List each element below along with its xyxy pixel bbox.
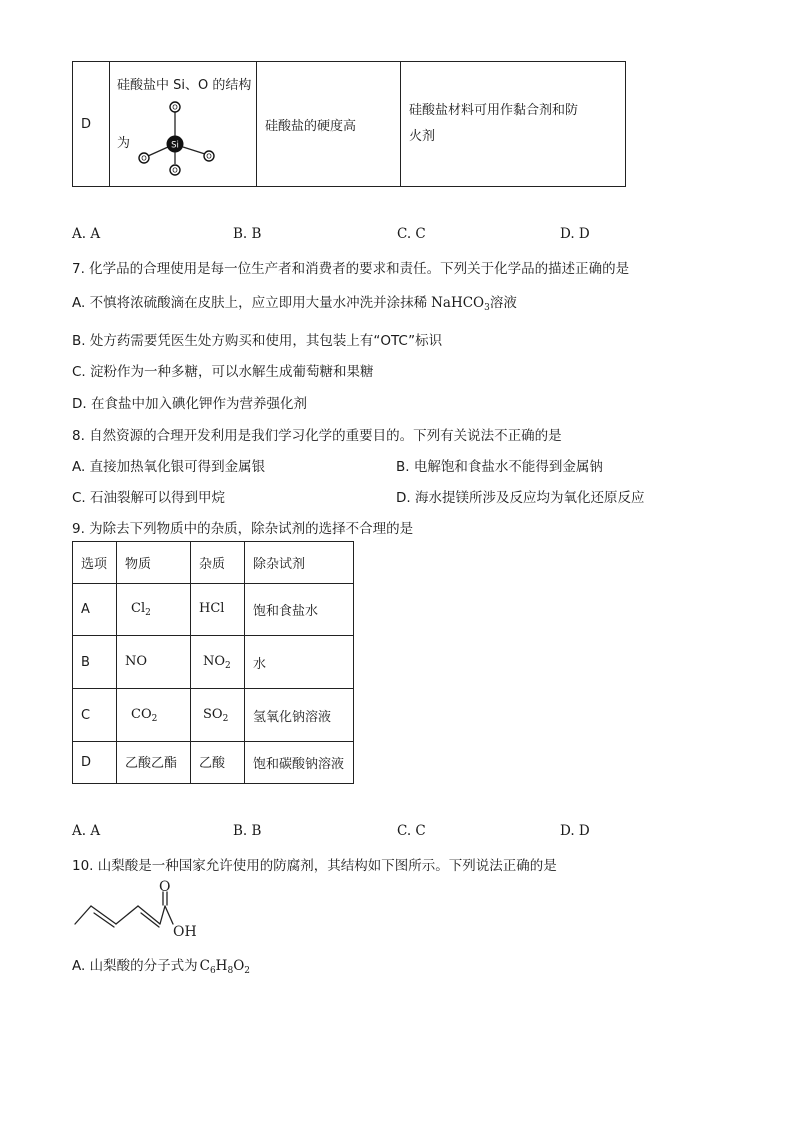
q7-a-tail: 溶液 [489,295,517,311]
header-option: 选项 [73,542,117,584]
q7-a-subscript: 3 [484,303,490,313]
answer-choices-q9 [72,823,712,841]
row-option: B [73,636,117,689]
o-atom-left: O [141,154,147,163]
q7-a-text: A. 不慎将浓硫酸滴在皮肤上，应立即用大量水冲洗并涂抹稀 [72,295,428,311]
row-substance: 乙酸乙酯 [117,742,191,784]
choice-a[interactable]: A. A [72,226,101,242]
header-impurity: 杂质 [191,542,245,584]
structure-cell [110,62,257,187]
q9-stem: 9. 为除去下列物质中的杂质，除杂试剂的选择不合理的是 [72,521,414,537]
q7-option-a[interactable] [72,291,517,313]
row-reagent: 饱和碳酸钠溶液 [245,742,354,784]
row-reagent: 水 [245,636,354,689]
row-substance: $Cl_2$ [117,584,191,636]
hardness-cell: 硅酸盐的硬度高 [257,62,401,187]
row-impurity: 乙酸 [191,742,245,784]
q9-table [72,541,354,784]
structure-text-line2: 为 [117,136,131,151]
row-option: C [73,689,117,742]
q8-option-b[interactable]: B. 电解饱和食盐水不能得到金属钠 [396,459,603,475]
header-substance: 物质 [117,542,191,584]
q10-a-formula: $C_6H_8O_2$ [199,958,250,976]
header-reagent: 除杂试剂 [245,542,354,584]
q7-option-d[interactable]: D. 在食盐中加入碘化钾作为营养强化剂 [72,396,307,412]
choice-c[interactable]: C. C [397,823,426,839]
q8-stem: 8. 自然资源的合理开发利用是我们学习化学的重要目的。下列有关说法不正确的是 [72,428,562,444]
structure-text-line1: 硅酸盐中 Si、O 的结构 [117,78,252,93]
application-cell [401,62,626,187]
table-row [73,742,354,784]
choice-d[interactable]: D. D [560,823,590,839]
row-impurity: $NO_2$ [191,636,245,689]
o-atom-bottom: O [172,166,178,175]
row-substance: $CO_2$ [117,689,191,742]
row-option: D [73,742,117,784]
row-option: A [73,584,117,636]
q10-option-a[interactable] [72,954,250,976]
hydroxyl-label: OH [173,924,197,940]
q7-a-formula: NaHCO [431,295,485,311]
application-line2: 火剂 [409,129,436,144]
o-atom-top: O [172,103,178,112]
silicate-tetrahedron-diagram [135,100,225,180]
application-line1: 硅酸盐材料可用作黏合剂和防 [409,103,579,118]
q9-header-row [73,542,354,584]
q10-a-text: A. 山梨酸的分子式为 [72,958,198,974]
option-d-table [72,61,626,187]
si-label: Si [171,140,179,151]
q8-option-d[interactable]: D. 海水提镁所涉及反应均为氧化还原反应 [396,490,645,506]
choice-d[interactable]: D. D [560,226,590,242]
sorbic-acid-structure [70,876,210,942]
choice-b[interactable]: B. B [233,823,262,839]
carbonyl-oxygen-label: O [159,879,171,895]
row-reagent: 饱和食盐水 [245,584,354,636]
choice-b[interactable]: B. B [233,226,262,242]
q8-option-c[interactable]: C. 石油裂解可以得到甲烷 [72,490,226,506]
row-reagent: 氢氧化钠溶液 [245,689,354,742]
q7-option-c[interactable]: C. 淀粉作为一种多糖，可以水解生成葡萄糖和果糖 [72,364,374,380]
answer-choices-q6 [72,226,712,244]
choice-c[interactable]: C. C [397,226,426,242]
option-d-label: D [73,62,110,187]
table-row [73,636,354,689]
row-substance: NO [117,636,191,689]
q7-stem: 7. 化学品的合理使用是每一位生产者和消费者的要求和责任。下列关于化学品的描述正确的是 [72,261,630,277]
q7-option-b[interactable]: B. 处方药需要凭医生处方购买和使用，其包装上有“OTC”标识 [72,333,443,349]
o-atom-right: O [206,152,212,161]
row-impurity: $SO_2$ [191,689,245,742]
q8-option-a[interactable]: A. 直接加热氧化银可得到金属银 [72,459,266,475]
q10-stem: 10. 山梨酸是一种国家允许使用的防腐剂，其结构如下图所示。下列说法正确的是 [72,858,557,874]
table-row [73,584,354,636]
choice-a[interactable]: A. A [72,823,101,839]
row-impurity: HCl [191,584,245,636]
table-row [73,689,354,742]
